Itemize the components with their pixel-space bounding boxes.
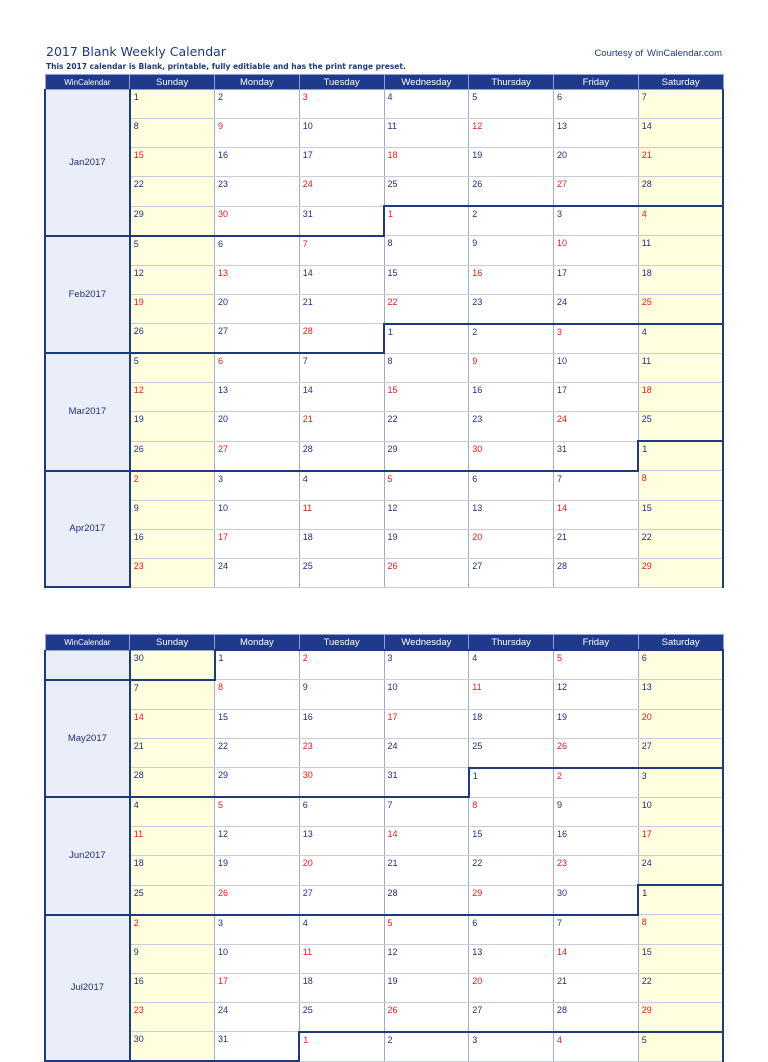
day-cell[interactable]: 29 (638, 558, 723, 587)
week-row (45, 709, 723, 738)
day-cell[interactable]: 23 (130, 1002, 215, 1032)
week-row (45, 680, 723, 710)
day-cell[interactable]: 17 (215, 973, 300, 1002)
day-cell[interactable]: 3 (554, 206, 639, 236)
day-cell[interactable]: 10 (554, 236, 639, 266)
calendar-page-1-viewport (0, 74, 768, 571)
day-cell[interactable]: 5 (554, 650, 639, 680)
day-cell[interactable]: 4 (638, 324, 723, 354)
day-cell[interactable]: 7 (554, 915, 639, 945)
day-cell[interactable]: 12 (469, 119, 554, 148)
month-label (45, 650, 130, 680)
day-cell[interactable]: 8 (384, 353, 469, 383)
week-row (45, 856, 723, 886)
day-cell[interactable]: 20 (554, 148, 639, 177)
day-cell[interactable]: 29 (638, 1002, 723, 1032)
day-cell[interactable]: 9 (469, 236, 554, 266)
day-cell[interactable]: 11 (384, 119, 469, 148)
day-cell[interactable]: 4 (299, 915, 384, 945)
day-cell[interactable]: 2 (299, 650, 384, 680)
day-cell[interactable]: 9 (469, 353, 554, 383)
day-cell[interactable]: 26 (130, 324, 215, 354)
day-cell[interactable]: 15 (384, 383, 469, 412)
week-row (45, 973, 723, 1002)
day-cell[interactable]: 25 (638, 412, 723, 442)
day-cell[interactable]: 12 (130, 265, 215, 294)
day-cell[interactable]: 12 (130, 383, 215, 412)
week-row (45, 944, 723, 973)
day-cell[interactable]: 9 (215, 119, 300, 148)
day-cell[interactable]: 10 (638, 797, 723, 827)
day-cell[interactable]: 4 (554, 1032, 639, 1062)
day-cell[interactable]: 15 (215, 709, 300, 738)
day-cell[interactable]: 30 (299, 768, 384, 798)
day-cell[interactable]: 10 (215, 500, 300, 529)
day-cell[interactable]: 12 (384, 500, 469, 529)
week-row (45, 797, 723, 827)
day-cell[interactable]: 4 (384, 90, 469, 119)
day-cell[interactable]: 30 (469, 441, 554, 471)
day-cell[interactable]: 21 (554, 973, 639, 1002)
day-cell[interactable]: 22 (469, 856, 554, 886)
week-row (45, 383, 723, 412)
day-cell[interactable]: 30 (130, 650, 215, 680)
month-label: Jul2017 (45, 915, 130, 1062)
day-cell[interactable]: 27 (469, 1002, 554, 1032)
day-cell[interactable]: 3 (469, 1032, 554, 1062)
day-cell[interactable]: 17 (215, 529, 300, 558)
day-cell[interactable]: 16 (554, 827, 639, 856)
day-cell[interactable]: 9 (299, 680, 384, 710)
day-cell[interactable]: 23 (469, 412, 554, 442)
day-cell[interactable]: 13 (215, 383, 300, 412)
day-cell[interactable]: 29 (469, 885, 554, 915)
day-header: Tuesday (299, 75, 384, 90)
day-cell[interactable]: 7 (130, 680, 215, 710)
day-cell[interactable]: 2 (215, 90, 300, 119)
day-cell[interactable]: 1 (384, 324, 469, 354)
day-cell[interactable]: 30 (215, 206, 300, 236)
week-row (45, 1002, 723, 1032)
day-cell[interactable]: 29 (215, 768, 300, 798)
day-cell[interactable]: 23 (215, 177, 300, 207)
day-cell[interactable]: 14 (384, 827, 469, 856)
day-cell[interactable]: 3 (638, 768, 723, 798)
day-cell[interactable]: 25 (299, 558, 384, 587)
day-cell[interactable]: 24 (554, 412, 639, 442)
day-cell[interactable]: 3 (554, 324, 639, 354)
day-cell[interactable]: 27 (299, 885, 384, 915)
day-cell[interactable]: 28 (384, 885, 469, 915)
week-row (45, 119, 723, 148)
day-cell[interactable]: 8 (638, 915, 723, 945)
week-row (45, 738, 723, 768)
day-cell[interactable]: 8 (384, 236, 469, 266)
day-cell[interactable]: 18 (384, 148, 469, 177)
day-cell[interactable]: 30 (130, 1032, 215, 1062)
day-cell[interactable]: 21 (554, 529, 639, 558)
brand-header: WinCalendar (45, 635, 130, 651)
day-cell[interactable]: 9 (130, 944, 215, 973)
week-row (45, 441, 723, 471)
day-cell[interactable]: 26 (554, 738, 639, 768)
page-subtitle: This 2017 calendar is Blank, printable, fully editiable and has the print range preset. (46, 62, 406, 71)
day-cell[interactable]: 14 (554, 944, 639, 973)
day-cell[interactable]: 19 (554, 709, 639, 738)
day-cell[interactable]: 13 (554, 119, 639, 148)
day-cell[interactable]: 27 (554, 177, 639, 207)
day-cell[interactable]: 11 (299, 500, 384, 529)
day-cell[interactable]: 28 (130, 768, 215, 798)
day-cell[interactable]: 14 (299, 265, 384, 294)
day-cell[interactable]: 16 (130, 529, 215, 558)
day-cell[interactable]: 3 (215, 915, 300, 945)
day-header: Saturday (638, 635, 723, 651)
courtesy-link[interactable]: WinCalendar.com (647, 48, 722, 59)
day-cell[interactable]: 21 (384, 856, 469, 886)
day-cell[interactable]: 19 (130, 412, 215, 442)
day-header: Tuesday (299, 635, 384, 651)
week-row (45, 500, 723, 529)
day-cell[interactable]: 9 (130, 500, 215, 529)
day-cell[interactable]: 11 (638, 236, 723, 266)
page-title: 2017 Blank Weekly Calendar (46, 44, 226, 59)
day-cell[interactable]: 14 (130, 709, 215, 738)
calendar-page-2-viewport (0, 634, 768, 1045)
day-cell[interactable]: 27 (215, 324, 300, 354)
courtesy-label: Courtesy of (594, 48, 644, 59)
month-label: Feb2017 (45, 236, 130, 354)
week-row (45, 177, 723, 207)
day-cell[interactable]: 7 (299, 236, 384, 266)
day-cell[interactable]: 6 (469, 915, 554, 945)
day-cell[interactable]: 14 (299, 383, 384, 412)
day-cell[interactable]: 4 (638, 206, 723, 236)
month-label: Apr2017 (45, 471, 130, 588)
day-cell[interactable]: 20 (469, 529, 554, 558)
day-cell[interactable]: 17 (554, 383, 639, 412)
day-cell[interactable]: 25 (299, 1002, 384, 1032)
day-cell[interactable]: 23 (554, 856, 639, 886)
day-cell[interactable]: 25 (469, 738, 554, 768)
day-cell[interactable]: 16 (130, 973, 215, 1002)
day-cell[interactable]: 28 (638, 177, 723, 207)
day-cell[interactable]: 12 (554, 680, 639, 710)
day-cell[interactable]: 5 (384, 471, 469, 501)
day-cell[interactable]: 22 (384, 294, 469, 324)
day-cell[interactable]: 23 (299, 738, 384, 768)
day-cell[interactable]: 19 (384, 529, 469, 558)
day-cell[interactable]: 19 (215, 856, 300, 886)
day-cell[interactable]: 20 (638, 709, 723, 738)
day-cell[interactable]: 6 (299, 797, 384, 827)
day-cell[interactable]: 6 (215, 353, 300, 383)
week-row (45, 294, 723, 324)
week-row (45, 885, 723, 915)
day-cell[interactable]: 2 (130, 915, 215, 945)
day-header: Friday (554, 635, 639, 651)
week-row (45, 412, 723, 442)
day-cell[interactable]: 16 (469, 265, 554, 294)
day-cell[interactable]: 19 (384, 973, 469, 1002)
day-cell[interactable]: 18 (130, 856, 215, 886)
day-cell[interactable]: 1 (130, 90, 215, 119)
day-cell[interactable]: 11 (130, 827, 215, 856)
day-cell[interactable]: 3 (299, 90, 384, 119)
day-cell[interactable]: 25 (384, 177, 469, 207)
day-cell[interactable]: 8 (130, 119, 215, 148)
day-cell[interactable]: 17 (554, 265, 639, 294)
day-cell[interactable]: 20 (215, 294, 300, 324)
day-cell[interactable]: 21 (130, 738, 215, 768)
day-cell[interactable]: 25 (638, 294, 723, 324)
day-cell[interactable]: 17 (299, 148, 384, 177)
day-cell[interactable]: 10 (299, 119, 384, 148)
day-cell[interactable]: 1 (215, 650, 300, 680)
day-cell[interactable]: 20 (469, 973, 554, 1002)
day-cell[interactable]: 4 (299, 471, 384, 501)
day-cell[interactable]: 3 (215, 471, 300, 501)
day-cell[interactable]: 25 (130, 885, 215, 915)
day-cell[interactable]: 15 (130, 148, 215, 177)
month-label: Jan2017 (45, 90, 130, 236)
day-cell[interactable]: 13 (469, 944, 554, 973)
day-cell[interactable]: 1 (384, 206, 469, 236)
day-cell[interactable]: 24 (215, 558, 300, 587)
day-header: Wednesday (384, 75, 469, 90)
week-row (45, 1032, 723, 1062)
day-cell[interactable]: 1 (469, 768, 554, 798)
day-cell[interactable]: 20 (299, 856, 384, 886)
week-row (45, 206, 723, 236)
day-cell[interactable]: 29 (384, 441, 469, 471)
day-cell[interactable]: 8 (215, 680, 300, 710)
day-cell[interactable]: 4 (469, 650, 554, 680)
day-cell[interactable]: 24 (554, 294, 639, 324)
day-cell[interactable]: 5 (130, 236, 215, 266)
day-cell[interactable]: 14 (554, 500, 639, 529)
day-cell[interactable]: 31 (384, 768, 469, 798)
day-cell[interactable]: 7 (384, 797, 469, 827)
day-cell[interactable]: 22 (130, 177, 215, 207)
day-cell[interactable]: 26 (130, 441, 215, 471)
day-cell[interactable]: 28 (299, 441, 384, 471)
week-row (45, 90, 723, 119)
day-cell[interactable]: 2 (554, 768, 639, 798)
day-cell[interactable]: 1 (638, 441, 723, 471)
day-cell[interactable]: 1 (299, 1032, 384, 1062)
day-cell[interactable]: 19 (469, 148, 554, 177)
day-cell[interactable]: 23 (469, 294, 554, 324)
day-cell[interactable]: 10 (215, 944, 300, 973)
month-label: Mar2017 (45, 353, 130, 471)
week-row (45, 236, 723, 266)
day-header: Monday (215, 75, 300, 90)
day-cell[interactable]: 2 (469, 324, 554, 354)
day-cell[interactable]: 28 (554, 1002, 639, 1032)
day-cell[interactable]: 18 (469, 709, 554, 738)
day-cell[interactable]: 18 (638, 265, 723, 294)
day-cell[interactable]: 5 (638, 1032, 723, 1062)
day-cell[interactable]: 5 (215, 797, 300, 827)
day-cell[interactable]: 6 (554, 90, 639, 119)
day-cell[interactable]: 21 (299, 412, 384, 442)
week-row (45, 768, 723, 798)
day-cell[interactable]: 24 (638, 856, 723, 886)
day-cell[interactable]: 15 (469, 827, 554, 856)
day-header: Thursday (469, 75, 554, 90)
day-cell[interactable]: 13 (215, 265, 300, 294)
day-cell[interactable]: 13 (469, 500, 554, 529)
day-cell[interactable]: 16 (299, 709, 384, 738)
day-cell[interactable]: 22 (638, 973, 723, 1002)
day-cell[interactable]: 8 (469, 797, 554, 827)
day-cell[interactable]: 26 (384, 558, 469, 587)
day-cell[interactable]: 5 (469, 90, 554, 119)
day-cell[interactable]: 7 (299, 353, 384, 383)
day-cell[interactable]: 31 (299, 206, 384, 236)
day-cell[interactable]: 2 (469, 206, 554, 236)
day-cell[interactable]: 23 (130, 558, 215, 587)
day-header: Monday (215, 635, 300, 651)
day-cell[interactable]: 17 (384, 709, 469, 738)
day-cell[interactable]: 3 (384, 650, 469, 680)
day-cell[interactable]: 6 (638, 650, 723, 680)
day-cell[interactable]: 20 (215, 412, 300, 442)
week-row (45, 324, 723, 354)
day-header: Wednesday (384, 635, 469, 651)
day-cell[interactable]: 21 (638, 148, 723, 177)
day-cell[interactable]: 29 (130, 206, 215, 236)
day-cell[interactable]: 2 (130, 471, 215, 501)
day-cell[interactable]: 27 (638, 738, 723, 768)
week-row (45, 148, 723, 177)
day-cell[interactable]: 7 (638, 90, 723, 119)
day-cell[interactable]: 22 (384, 412, 469, 442)
day-cell[interactable]: 1 (638, 885, 723, 915)
week-row (45, 265, 723, 294)
day-cell[interactable]: 27 (469, 558, 554, 587)
day-cell[interactable]: 24 (299, 177, 384, 207)
day-cell[interactable]: 10 (554, 353, 639, 383)
day-cell[interactable]: 24 (215, 1002, 300, 1032)
day-header: Sunday (130, 635, 215, 651)
day-cell[interactable]: 10 (384, 680, 469, 710)
day-cell[interactable]: 15 (384, 265, 469, 294)
day-cell[interactable]: 28 (554, 558, 639, 587)
day-cell[interactable]: 22 (638, 529, 723, 558)
day-cell[interactable]: 17 (638, 827, 723, 856)
day-cell[interactable]: 6 (469, 471, 554, 501)
day-cell[interactable]: 5 (384, 915, 469, 945)
day-cell[interactable]: 31 (215, 1032, 300, 1062)
week-row (45, 353, 723, 383)
day-cell[interactable]: 13 (638, 680, 723, 710)
day-cell[interactable]: 4 (130, 797, 215, 827)
day-cell[interactable]: 26 (469, 177, 554, 207)
day-cell[interactable]: 18 (299, 529, 384, 558)
day-cell[interactable]: 12 (215, 827, 300, 856)
calendar-table-page-2 (44, 634, 724, 1062)
courtesy-note (590, 48, 722, 59)
week-row (45, 558, 723, 587)
day-cell[interactable]: 15 (638, 500, 723, 529)
week-row (45, 827, 723, 856)
day-cell[interactable]: 15 (638, 944, 723, 973)
day-cell[interactable]: 14 (638, 119, 723, 148)
day-cell[interactable]: 2 (384, 1032, 469, 1062)
day-header: Friday (554, 75, 639, 90)
day-header: Thursday (469, 635, 554, 651)
day-cell[interactable]: 7 (554, 471, 639, 501)
day-cell[interactable]: 6 (215, 236, 300, 266)
day-cell[interactable]: 5 (130, 353, 215, 383)
day-cell[interactable]: 22 (215, 738, 300, 768)
day-cell[interactable]: 11 (299, 944, 384, 973)
day-cell[interactable]: 26 (215, 885, 300, 915)
month-label: May2017 (45, 680, 130, 798)
day-cell[interactable]: 19 (130, 294, 215, 324)
day-header: Saturday (638, 75, 723, 90)
week-row (45, 529, 723, 558)
day-cell[interactable]: 21 (299, 294, 384, 324)
day-cell[interactable]: 11 (638, 353, 723, 383)
day-cell[interactable]: 13 (299, 827, 384, 856)
week-row (45, 471, 723, 501)
day-cell[interactable]: 9 (554, 797, 639, 827)
day-cell[interactable]: 31 (554, 441, 639, 471)
calendar-table-page-1 (44, 74, 724, 588)
day-cell[interactable]: 18 (638, 383, 723, 412)
day-cell[interactable]: 12 (384, 944, 469, 973)
week-row (45, 650, 723, 680)
day-cell[interactable]: 27 (215, 441, 300, 471)
day-cell[interactable]: 24 (384, 738, 469, 768)
day-cell[interactable]: 26 (384, 1002, 469, 1032)
day-header: Sunday (130, 75, 215, 90)
brand-header: WinCalendar (45, 75, 130, 90)
day-cell[interactable]: 16 (469, 383, 554, 412)
month-label: Jun2017 (45, 797, 130, 915)
day-cell[interactable]: 28 (299, 324, 384, 354)
day-cell[interactable]: 8 (638, 471, 723, 501)
day-cell[interactable]: 18 (299, 973, 384, 1002)
day-cell[interactable]: 30 (554, 885, 639, 915)
day-cell[interactable]: 11 (469, 680, 554, 710)
day-cell[interactable]: 16 (215, 148, 300, 177)
week-row (45, 915, 723, 945)
